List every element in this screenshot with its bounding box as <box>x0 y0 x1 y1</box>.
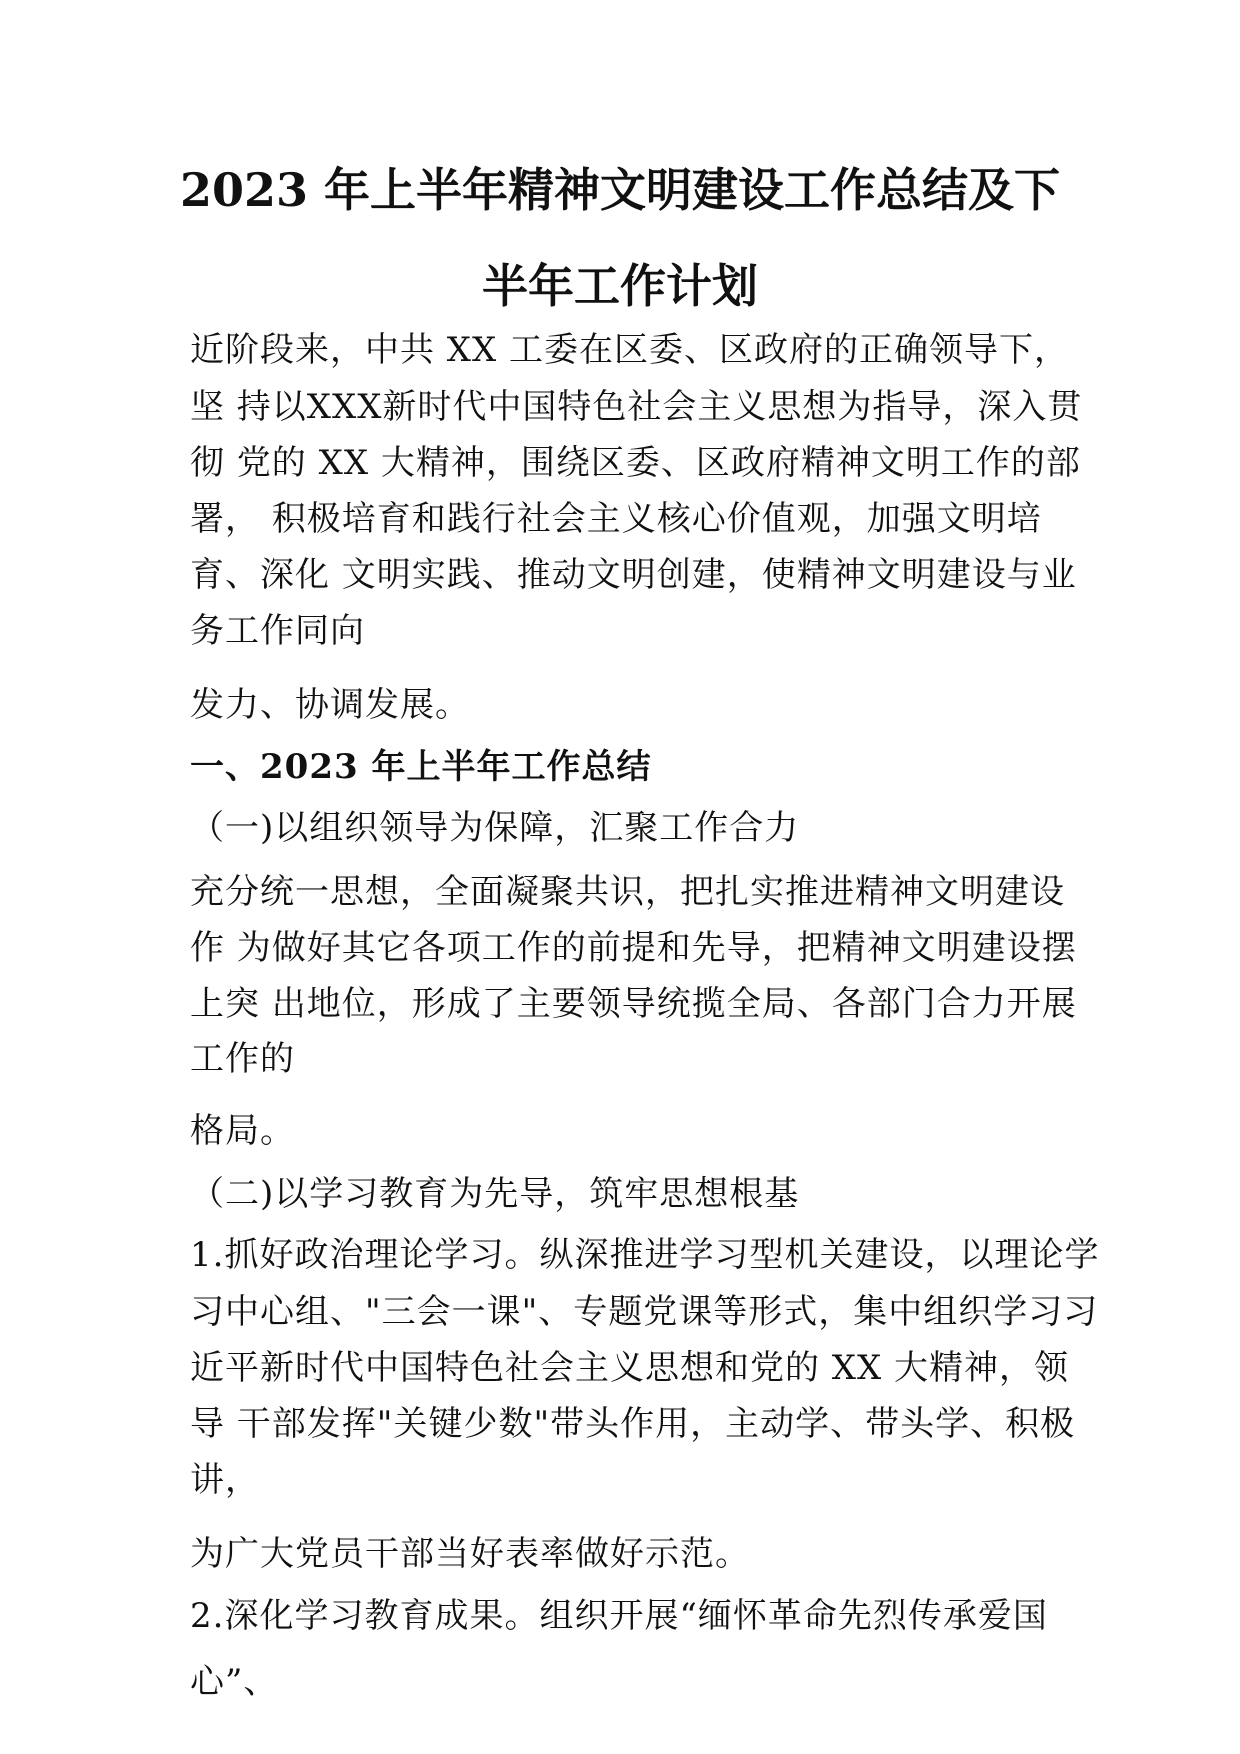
subsection-heading-2: （二)以学习教育为先导，筑牢思想根基 <box>190 1174 800 1214</box>
intro-line-2: 坚 持以XXX新时代中国特色社会主义思想为指导，深入贯 <box>190 387 1083 427</box>
para2-line-5: 讲， <box>190 1460 260 1500</box>
intro-line-1: 近阶段来，中共 XX 工委在区委、区政府的正确领导下， <box>190 330 1070 370</box>
para1-line-2: 作 为做好其它各项工作的前提和先导，把精神文明建设摆 <box>190 928 1077 968</box>
para2-line-2: 习中心组、"三会一课"、专题党课等形式，集中组织学习习 <box>190 1292 1099 1332</box>
para1-line-5: 格局。 <box>190 1111 295 1151</box>
para3-line-1: 2.深化学习教育成果。组织开展“缅怀革命先烈传承爱国 <box>190 1596 1048 1636</box>
para2-line-1: 1.抓好政治理论学习。纵深推进学习型机关建设，以理论学 <box>190 1235 1100 1275</box>
intro-line-7: 发力、协调发展。 <box>190 685 470 725</box>
para3-line-2: 心”、 <box>190 1662 279 1702</box>
intro-line-6: 务工作同向 <box>190 611 365 651</box>
para1-line-1: 充分统一思想，全面凝聚共识，把扎实推进精神文明建设 <box>190 872 1065 912</box>
intro-line-5: 育、深化 文明实践、推动文明创建，使精神文明建设与业 <box>190 555 1077 595</box>
subsection-heading-1: （一)以组织领导为保障，汇聚工作合力 <box>190 808 800 848</box>
para1-line-4: 工作的 <box>190 1039 295 1079</box>
para2-line-4: 导 干部发挥"关键少数"带头作用，主动学、带头学、积极 <box>190 1404 1076 1444</box>
section-heading-1: 一、2023 年上半年工作总结 <box>190 747 652 787</box>
para1-line-3: 上突 出地位，形成了主要领导统揽全局、各部门合力开展 <box>190 984 1077 1024</box>
para2-line-6: 为广大党员干部当好表率做好示范。 <box>190 1534 750 1574</box>
intro-line-3: 彻 党的 XX 大精神，围绕区委、区政府精神文明工作的部 <box>190 443 1081 483</box>
intro-line-4: 署， 积极培育和践行社会主义核心价值观，加强文明培 <box>190 499 1042 539</box>
document-title-line-2: 半年工作计划 <box>482 259 758 313</box>
document-title-line-1: 2023 年上半年精神文明建设工作总结及下 <box>179 163 1061 217</box>
para2-line-3: 近平新时代中国特色社会主义思想和党的 XX 大精神，领 <box>190 1348 1070 1388</box>
